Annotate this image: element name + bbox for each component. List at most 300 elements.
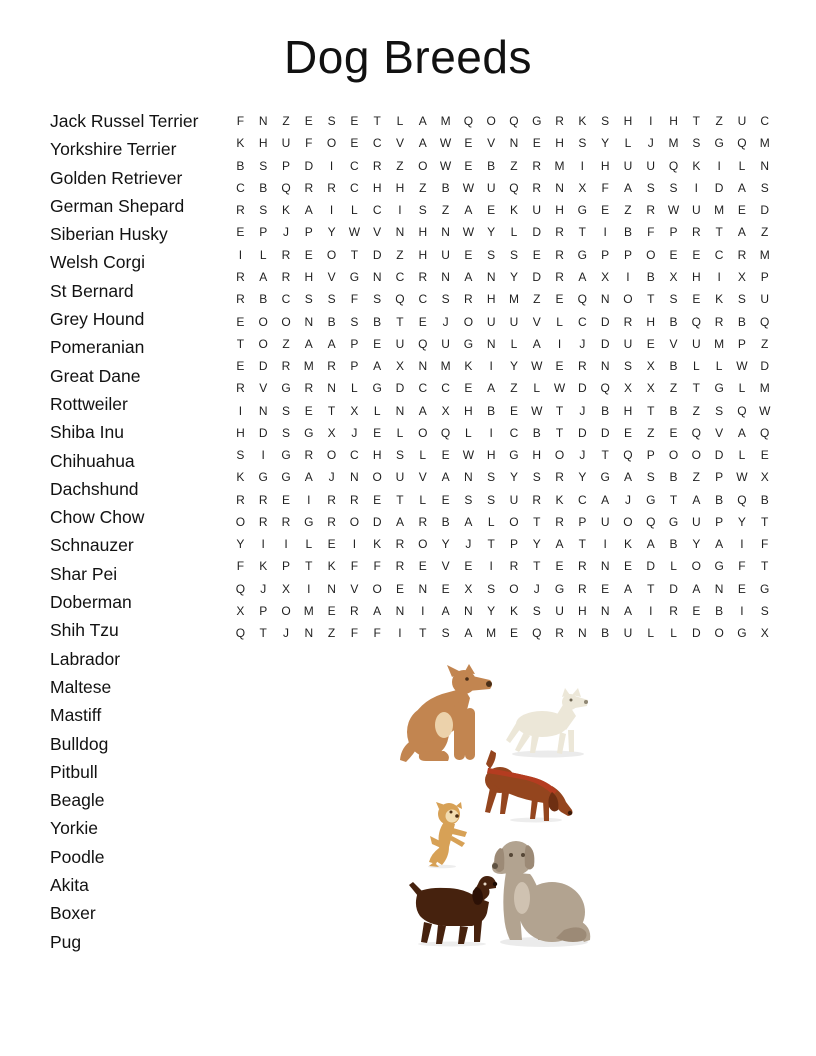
grid-letter: R — [578, 359, 587, 374]
great-dane-illustration — [398, 664, 494, 764]
grid-letter: F — [373, 626, 381, 641]
grid-letter: Y — [601, 136, 610, 151]
grid-letter: B — [737, 314, 746, 329]
grid-letter: Q — [418, 336, 428, 351]
grid-letter: Z — [441, 203, 450, 218]
word-list-item: Chihuahua — [50, 450, 135, 471]
grid-letter: E — [441, 448, 450, 463]
grid-letter: A — [623, 470, 632, 485]
grid-letter: L — [647, 626, 655, 641]
grid-letter: N — [555, 180, 564, 195]
grid-letter: S — [532, 603, 541, 618]
grid-letter: Q — [532, 626, 542, 641]
grid-letter: I — [649, 603, 653, 618]
grid-letter: L — [465, 425, 472, 440]
grid-letter: I — [740, 603, 744, 618]
grid-letter: J — [282, 626, 289, 641]
grid-letter: C — [418, 381, 428, 396]
grid-letter: Q — [509, 114, 519, 129]
grid-letter: M — [714, 336, 725, 351]
grid-letter: L — [624, 136, 632, 151]
grid-letter: V — [441, 559, 450, 574]
grid-letter: E — [441, 581, 450, 596]
word-list-item: Labrador — [50, 648, 121, 669]
grid-letter: D — [258, 359, 268, 374]
grid-letter: H — [555, 203, 564, 218]
grid-letter: G — [463, 336, 474, 351]
grid-letter: N — [760, 158, 770, 173]
grid-letter: I — [740, 537, 744, 552]
grid-letter: N — [600, 559, 610, 574]
grid-letter: A — [259, 269, 268, 284]
grid-letter: U — [486, 314, 496, 329]
grid-letter: Y — [578, 470, 587, 485]
grid-letter: R — [258, 492, 268, 507]
grid-letter: R — [646, 203, 656, 218]
grid-letter: U — [532, 203, 542, 218]
grid-letter: R — [281, 359, 291, 374]
grid-letter: E — [692, 292, 701, 307]
grid-letter: N — [600, 603, 610, 618]
grid-letter: B — [259, 292, 268, 307]
grid-letter: U — [509, 314, 519, 329]
grid-letter: I — [329, 158, 334, 173]
grid-letter: A — [464, 203, 473, 218]
grid-letter: E — [464, 247, 473, 262]
grid-letter: R — [737, 247, 747, 262]
grid-letter: U — [737, 114, 747, 129]
dachshund-illustration — [408, 872, 496, 946]
grid-letter: G — [304, 514, 314, 529]
grid-letter: D — [600, 314, 610, 329]
grid-letter: V — [715, 425, 724, 440]
grid-letter: N — [327, 581, 336, 596]
grid-letter: I — [261, 537, 265, 552]
grid-letter: V — [418, 470, 427, 485]
grid-letter: P — [350, 336, 359, 351]
grid-letter: K — [281, 203, 290, 218]
grid-letter: Q — [691, 425, 701, 440]
grid-letter: C — [418, 292, 428, 307]
grid-letter: T — [487, 537, 495, 552]
grid-letter: D — [578, 381, 587, 396]
grid-letter: N — [327, 381, 336, 396]
grid-letter: K — [327, 559, 336, 574]
grid-letter: D — [258, 425, 268, 440]
grid-letter: S — [578, 136, 587, 151]
grid-letter: A — [555, 537, 564, 552]
grid-letter: C — [350, 180, 359, 195]
grid-letter: T — [578, 225, 587, 240]
word-list-item: German Shepard — [50, 195, 185, 216]
grid-letter: J — [260, 581, 267, 596]
grid-letter: E — [692, 603, 701, 618]
grid-letter: Z — [282, 336, 290, 351]
grid-letter: V — [259, 381, 268, 396]
grid-letter: I — [489, 559, 493, 574]
grid-letter: C — [395, 269, 405, 284]
grid-letter: D — [372, 247, 382, 262]
grid-letter: K — [236, 136, 245, 151]
grid-letter: G — [760, 581, 770, 596]
grid-letter: G — [532, 114, 542, 129]
grid-letter: L — [738, 158, 746, 173]
grid-letter: N — [464, 603, 473, 618]
grid-letter: H — [486, 448, 496, 463]
word-list-item: Mastiff — [50, 705, 102, 726]
grid-letter: T — [396, 492, 404, 507]
word-list-item: Bulldog — [50, 733, 109, 754]
word-list-item: Rottweiler — [50, 393, 128, 414]
grid-letter: D — [532, 269, 542, 284]
grid-letter: M — [714, 203, 725, 218]
grid-letter: O — [554, 448, 565, 463]
grid-letter: P — [281, 559, 290, 574]
grid-letter: W — [462, 180, 475, 195]
grid-letter: L — [396, 425, 404, 440]
grid-letter: T — [419, 626, 427, 641]
grid-letter: N — [464, 470, 473, 485]
grid-letter: R — [532, 158, 542, 173]
grid-letter: E — [395, 581, 404, 596]
grid-letter: S — [327, 292, 336, 307]
grid-letter: R — [418, 269, 428, 284]
word-list-item: Yorkie — [50, 818, 98, 839]
grid-letter: L — [738, 448, 746, 463]
grid-letter: U — [623, 626, 633, 641]
grid-letter: R — [236, 381, 245, 396]
grid-letter: I — [421, 603, 425, 618]
grid-letter: R — [418, 514, 428, 529]
grid-letter: N — [578, 626, 587, 641]
grid-letter: G — [714, 559, 724, 574]
grid-letter: S — [669, 292, 678, 307]
grid-letter: B — [760, 492, 769, 507]
grid-letter: Y — [487, 225, 496, 240]
grid-letter: W — [759, 403, 771, 418]
grid-letter: J — [579, 403, 586, 418]
grid-letter: M — [303, 603, 314, 618]
grid-letter: D — [714, 180, 724, 195]
grid-letter: K — [578, 114, 587, 129]
grid-letter: U — [395, 336, 405, 351]
grid-letter: N — [600, 359, 610, 374]
grid-letter: X — [646, 359, 655, 374]
grid-letter: W — [553, 381, 566, 396]
retriever-illustration — [486, 836, 592, 948]
grid-letter: Y — [532, 537, 541, 552]
grid-letter: S — [350, 314, 359, 329]
grid-letter: I — [580, 158, 585, 173]
grid-letter: Q — [760, 314, 770, 329]
grid-letter: A — [737, 180, 746, 195]
grid-letter: E — [623, 559, 632, 574]
grid-letter: G — [304, 425, 314, 440]
grid-letter: S — [487, 492, 496, 507]
grid-letter: E — [737, 581, 746, 596]
grid-letter: R — [464, 292, 473, 307]
grid-letter: P — [259, 225, 268, 240]
grid-letter: H — [555, 136, 564, 151]
grid-letter: K — [555, 492, 564, 507]
grid-letter: S — [281, 403, 290, 418]
grid-letter: R — [555, 470, 564, 485]
grid-letter: P — [715, 470, 724, 485]
grid-letter: Z — [761, 336, 769, 351]
word-list-item: Siberian Husky — [50, 224, 168, 245]
grid-letter: E — [350, 136, 359, 151]
grid-letter: Q — [440, 425, 451, 440]
grid-letter: Q — [463, 114, 474, 129]
grid-letter: P — [760, 269, 769, 284]
word-list — [50, 107, 198, 956]
grid-letter: I — [649, 114, 653, 129]
grid-letter: T — [259, 626, 267, 641]
grid-letter: J — [579, 448, 586, 463]
grid-letter: G — [281, 470, 291, 485]
grid-letter: B — [373, 314, 382, 329]
grid-letter: S — [464, 492, 473, 507]
grid-letter: G — [714, 136, 724, 151]
grid-letter: C — [350, 448, 359, 463]
grid-letter: D — [372, 514, 382, 529]
grid-letter: A — [646, 537, 655, 552]
grid-letter: R — [578, 581, 587, 596]
grid-letter: B — [669, 537, 678, 552]
grid-letter: W — [531, 403, 543, 418]
grid-letter: P — [304, 225, 313, 240]
puppy-illustration — [424, 802, 474, 868]
grid-letter: E — [464, 559, 473, 574]
grid-letter: G — [281, 448, 291, 463]
grid-letter: P — [646, 448, 655, 463]
word-list-item: Boxer — [50, 903, 96, 924]
grid-letter: V — [395, 136, 404, 151]
grid-letter: Z — [419, 180, 427, 195]
grid-letter: L — [396, 114, 404, 129]
grid-letter: A — [532, 336, 541, 351]
grid-letter: Z — [715, 114, 723, 129]
grid-letter: S — [327, 114, 336, 129]
word-search-grid — [229, 110, 776, 644]
grid-letter: P — [350, 359, 359, 374]
grid-letter: O — [418, 425, 428, 440]
grid-letter: C — [281, 292, 291, 307]
grid-letter: Z — [510, 381, 518, 396]
grid-letter: F — [738, 559, 746, 574]
grid-letter: K — [509, 203, 518, 218]
grid-letter: T — [647, 581, 655, 596]
grid-letter: F — [236, 559, 245, 574]
grid-letter: O — [418, 537, 428, 552]
grid-letter: Q — [623, 448, 633, 463]
grid-letter: U — [486, 180, 496, 195]
grid-letter: X — [327, 425, 336, 440]
grid-letter: A — [737, 425, 746, 440]
grid-letter: E — [692, 247, 701, 262]
grid-letter: S — [395, 448, 404, 463]
grid-letter: N — [441, 225, 450, 240]
grid-letter: W — [348, 225, 361, 240]
grid-letter: U — [646, 158, 656, 173]
grid-letter: L — [373, 403, 381, 418]
grid-letter: U — [692, 514, 701, 529]
grid-letter: T — [761, 559, 769, 574]
word-list-item: Pomeranian — [50, 337, 145, 358]
grid-letter: I — [307, 581, 311, 596]
grid-letter: B — [601, 626, 610, 641]
grid-letter: S — [373, 292, 382, 307]
grid-letter: S — [487, 581, 496, 596]
grid-letter: O — [372, 581, 382, 596]
word-list-item: Chow Chow — [50, 507, 145, 528]
grid-letter: A — [487, 381, 496, 396]
grid-letter: H — [372, 448, 382, 463]
grid-letter: S — [441, 292, 450, 307]
grid-letter: M — [759, 247, 770, 262]
grid-letter: M — [440, 359, 451, 374]
grid-letter: A — [623, 581, 632, 596]
grid-letter: Y — [487, 603, 496, 618]
grid-letter: D — [600, 336, 610, 351]
grid-letter: T — [350, 247, 359, 262]
grid-letter: I — [717, 158, 721, 173]
grid-letter: P — [281, 158, 290, 173]
grid-letter: T — [533, 514, 541, 529]
grid-letter: I — [398, 626, 402, 641]
grid-letter: R — [692, 225, 701, 240]
grid-letter: R — [669, 603, 678, 618]
grid-letter: J — [647, 136, 654, 151]
grid-letter: E — [464, 381, 473, 396]
grid-letter: B — [669, 470, 678, 485]
grid-letter: I — [694, 180, 698, 195]
grid-letter: K — [623, 537, 632, 552]
grid-letter: A — [327, 336, 336, 351]
grid-letter: L — [692, 359, 700, 374]
grid-letter: O — [509, 581, 519, 596]
grid-letter: P — [601, 247, 610, 262]
grid-letter: N — [714, 581, 724, 596]
grid-letter: S — [760, 603, 769, 618]
grid-letter: K — [236, 470, 245, 485]
grid-letter: A — [304, 336, 313, 351]
grid-letter: I — [238, 403, 243, 418]
grid-letter: B — [487, 158, 496, 173]
grid-letter: O — [418, 158, 428, 173]
grid-letter: K — [259, 559, 268, 574]
grid-letter: T — [715, 225, 723, 240]
grid-letter: W — [531, 359, 543, 374]
grid-letter: Z — [647, 425, 655, 440]
grid-letter: S — [646, 180, 655, 195]
grid-letter: E — [327, 603, 336, 618]
grid-letter: T — [396, 314, 404, 329]
grid-letter: J — [282, 225, 289, 240]
grid-letter: V — [669, 336, 678, 351]
grid-letter: R — [258, 514, 268, 529]
grid-letter: R — [304, 448, 314, 463]
grid-letter: Z — [510, 158, 518, 173]
grid-letter: J — [328, 470, 335, 485]
grid-letter: A — [441, 470, 450, 485]
grid-letter: R — [555, 247, 564, 262]
grid-letter: L — [259, 247, 267, 262]
word-list-item: Shih Tzu — [50, 620, 119, 641]
grid-letter: Z — [396, 247, 404, 262]
grid-letter: Z — [282, 114, 290, 129]
grid-letter: Q — [395, 292, 405, 307]
grid-letter: Y — [737, 514, 746, 529]
grid-letter: B — [532, 425, 541, 440]
grid-letter: S — [259, 203, 268, 218]
grid-letter: U — [441, 336, 450, 351]
grid-letter: Q — [737, 403, 747, 418]
grid-letter: J — [533, 581, 540, 596]
grid-letter: N — [372, 269, 382, 284]
grid-letter: M — [759, 381, 770, 396]
grid-letter: D — [304, 158, 314, 173]
grid-letter: D — [692, 626, 701, 641]
grid-letter: G — [349, 269, 360, 284]
grid-letter: X — [669, 269, 678, 284]
grid-letter: T — [692, 381, 700, 396]
grid-letter: B — [487, 403, 496, 418]
grid-letter: C — [714, 247, 724, 262]
grid-letter: N — [350, 470, 359, 485]
grid-letter: X — [760, 626, 769, 641]
grid-letter: R — [555, 269, 564, 284]
grid-letter: Z — [692, 470, 700, 485]
grid-letter: P — [623, 247, 632, 262]
grid-letter: M — [440, 114, 451, 129]
grid-letter: E — [532, 136, 541, 151]
grid-letter: T — [555, 425, 564, 440]
grid-letter: A — [373, 359, 382, 374]
grid-letter: O — [714, 626, 724, 641]
grid-letter: I — [398, 203, 402, 218]
grid-letter: D — [600, 425, 610, 440]
word-list-item: Dachshund — [50, 478, 139, 499]
grid-letter: F — [647, 225, 655, 240]
grid-letter: B — [441, 180, 450, 195]
grid-letter: X — [236, 603, 245, 618]
grid-letter: T — [692, 114, 700, 129]
grid-letter: R — [281, 247, 291, 262]
grid-letter: E — [373, 336, 382, 351]
grid-letter: X — [760, 470, 769, 485]
grid-letter: E — [532, 247, 541, 262]
grid-letter: Q — [737, 136, 747, 151]
grid-letter: T — [601, 448, 609, 463]
grid-letter: Q — [281, 180, 291, 195]
grid-letter: T — [555, 403, 564, 418]
grid-letter: S — [623, 359, 632, 374]
grid-letter: W — [667, 203, 680, 218]
grid-letter: Z — [761, 225, 769, 240]
grid-letter: E — [373, 425, 382, 440]
grid-letter: T — [533, 559, 541, 574]
grid-letter: C — [760, 114, 770, 129]
grid-letter: K — [715, 292, 724, 307]
grid-letter: E — [509, 626, 518, 641]
grid-letter: A — [395, 514, 404, 529]
grid-letter: S — [532, 470, 541, 485]
grid-letter: I — [603, 225, 607, 240]
puppy-icon — [424, 802, 474, 868]
grid-letter: S — [441, 626, 450, 641]
grid-letter: G — [258, 470, 268, 485]
